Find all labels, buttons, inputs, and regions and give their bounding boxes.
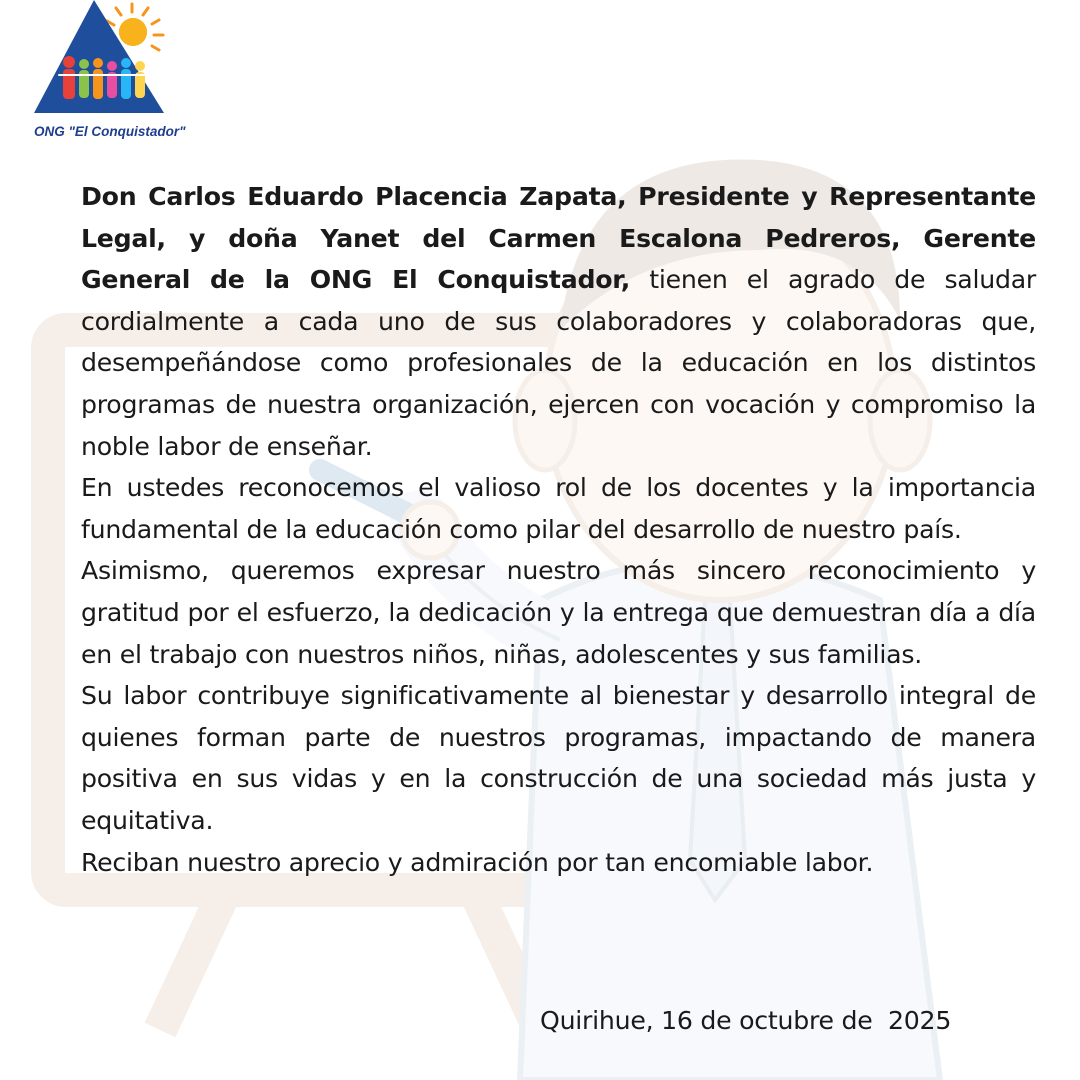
ong-logo xyxy=(14,0,194,145)
intro-paragraph xyxy=(81,176,1036,467)
intro-text: tienen el agrado de saludar cordialmente a cada uno de sus colaboradores y colaboradoras que, desempeñándose como profesionales de la educación en los distintos programas de nuestra organización, ejercen con vocación y compromiso la noble labor de enseñar. xyxy=(81,265,1036,461)
place-date-line: Quirihue, 16 de octubre de 2025 xyxy=(540,1006,952,1035)
letter-body xyxy=(81,176,1036,883)
paragraph-contribution: Su labor contribuye significativamente al bienestar y desarrollo integral de quienes forman parte de nuestros programas, impactando de manera positiva en sus vidas y en la construcción de una sociedad más justa y equitativa. xyxy=(81,681,1036,835)
intro-bold-text: Don Carlos Eduardo Placencia Zapata, Presidente y Representante Legal, y doña Yanet del Carmen Escalona Pedreros, Gerente General de la ONG El Conquistador, xyxy=(81,182,1036,295)
paragraph-recognition: En ustedes reconocemos el valioso rol de los docentes y la importancia fundamental de la educación como pilar del desarrollo de nuestro país. xyxy=(81,473,1036,544)
logo-caption: ONG "El Conquistador" xyxy=(34,124,186,139)
paragraph-closing: Reciban nuestro aprecio y admiración por tan encomiable labor. xyxy=(81,847,874,877)
paragraph-gratitude: Asimismo, queremos expresar nuestro más sincero reconocimiento y gratitud por el esfuerzo, la dedicación y la entrega que demuestran día a día en el trabajo con nuestros niños, niñas, adolescentes y sus familias. xyxy=(81,556,1036,669)
